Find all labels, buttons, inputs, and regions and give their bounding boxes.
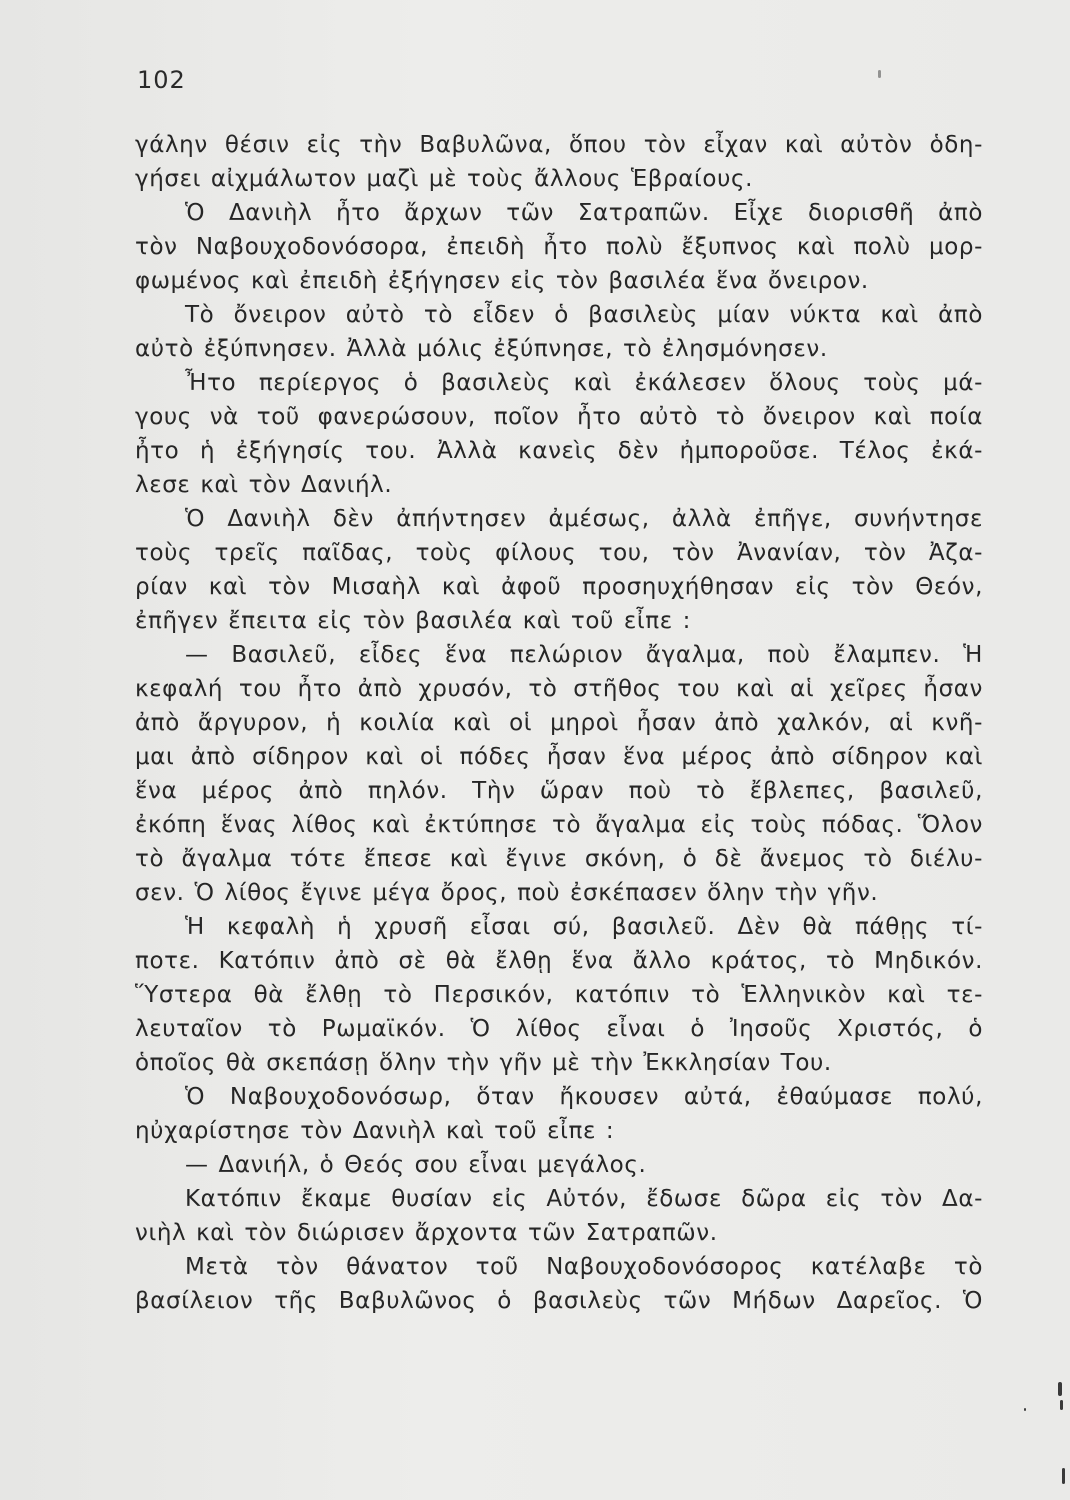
text-line: βασίλειον τῆς Βαβυλῶνος ὁ βασιλεὺς τῶν Μήδων Δαρεῖος. Ὁ <box>135 1288 983 1314</box>
text-line: Τὸ ὄνειρον αὐτὸ τὸ εἶδεν ὁ βασιλεὺς μίαν νύκτα καὶ ἀπὸ <box>185 302 983 328</box>
text-line: τὸ ἄγαλμα τότε ἔπεσε καὶ ἔγινε σκόνη, ὁ δὲ ἄνεμος τὸ διέλυ- <box>135 846 983 872</box>
text-line: τὸν Ναβουχοδονόσορα, ἐπειδὴ ἦτο πολὺ ἔξυπνος καὶ πολὺ μορ- <box>135 234 983 260</box>
text-line: Ἡ κεφαλὴ ἡ χρυσῆ εἶσαι σύ, βασιλεῦ. Δὲν θὰ πάθῃς τί- <box>185 914 983 940</box>
text-line: ἐκόπη ἕνας λίθος καὶ ἐκτύπησε τὸ ἄγαλμα εἰς τοὺς πόδας. Ὅλον <box>135 812 983 838</box>
text-line: Κατόπιν ἔκαμε θυσίαν εἰς Αὐτόν, ἔδωσε δῶρα εἰς τὸν Δα- <box>185 1186 983 1212</box>
text-line: μαι ἀπὸ σίδηρον καὶ οἱ πόδες ἦσαν ἕνα μέρος ἀπὸ σίδηρον καὶ <box>135 744 983 770</box>
scan-speck <box>1062 1468 1065 1484</box>
text-line: Ἦτο περίεργος ὁ βασιλεὺς καὶ ἐκάλεσεν ὅλους τοὺς μά- <box>185 370 983 396</box>
text-line: Ὁ Ναβουχοδονόσωρ, ὅταν ἤκουσεν αὐτά, ἐθαύμασε πολύ, <box>185 1084 983 1110</box>
text-line: γήσει αἰχμάλωτον μαζὶ μὲ τοὺς ἄλλους Ἑβραίους. <box>135 166 754 192</box>
text-line: — Δανιήλ, ὁ Θεός σου εἶναι μεγάλος. <box>185 1152 647 1178</box>
text-line: ἕνα μέρος ἀπὸ πηλόν. Τὴν ὥραν ποὺ τὸ ἔβλεπες, βασιλεῦ, <box>135 778 983 804</box>
text-line: σεν. Ὁ λίθος ἔγινε μέγα ὄρος, ποὺ ἐσκέπασεν ὅλην τὴν γῆν. <box>135 880 879 906</box>
scan-speck <box>878 70 881 78</box>
text-line: ηὐχαρίστησε τὸν Δανιὴλ καὶ τοῦ εἶπε : <box>135 1118 615 1144</box>
text-line: Ὁ Δανιὴλ ἦτο ἄρχων τῶν Σατραπῶν. Εἶχε διορισθῆ ἀπὸ <box>185 200 983 226</box>
text-line: ἀπὸ ἄργυρον, ἡ κοιλία καὶ οἱ μηροὶ ἦσαν ἀπὸ χαλκόν, αἱ κνῆ- <box>135 710 983 736</box>
text-line: τοὺς τρεῖς παῖδας, τοὺς φίλους του, τὸν Ἀνανίαν, τὸν Ἀζα- <box>135 540 983 566</box>
scan-speck <box>1024 1408 1026 1411</box>
text-line: λεσε καὶ τὸν Δανιήλ. <box>135 472 393 498</box>
text-line: — Βασιλεῦ, εἶδες ἕνα πελώριον ἄγαλμα, ποὺ ἔλαμπεν. Ἡ <box>185 642 983 668</box>
text-line: Ὁ Δανιὴλ δὲν ἀπήντησεν ἀμέσως, ἀλλὰ ἐπῆγε, συνήντησε <box>185 506 983 532</box>
text-line: ρίαν καὶ τὸν Μισαὴλ καὶ ἀφοῦ προσηυχήθησαν εἰς τὸν Θεόν, <box>135 574 983 600</box>
page-number: 102 <box>137 66 186 94</box>
text-line: ποτε. Κατόπιν ἀπὸ σὲ θὰ ἔλθῃ ἕνα ἄλλο κράτος, τὸ Μηδικόν. <box>135 948 983 974</box>
text-line: λευταῖον τὸ Ρωμαϊκόν. Ὁ λίθος εἶναι ὁ Ἰησοῦς Χριστός, ὁ <box>135 1016 983 1042</box>
text-line: γους νὰ τοῦ φανερώσουν, ποῖον ἦτο αὐτὸ τὸ ὄνειρον καὶ ποία <box>135 404 983 430</box>
text-line: ὁποῖος θὰ σκεπάσῃ ὅλην τὴν γῆν μὲ τὴν Ἐκκλησίαν Του. <box>135 1050 832 1076</box>
text-line: γάλην θέσιν εἰς τὴν Βαβυλῶνα, ὅπου τὸν εἶχαν καὶ αὐτὸν ὁδη- <box>135 132 983 158</box>
text-line: νιὴλ καὶ τὸν διώρισεν ἄρχοντα τῶν Σατραπῶν. <box>135 1220 718 1246</box>
scan-speck <box>1058 1382 1062 1396</box>
text-line: αὐτὸ ἐξύπνησεν. Ἀλλὰ μόλις ἐξύπνησε, τὸ ἐλησμόνησεν. <box>135 336 828 362</box>
text-line: κεφαλή του ἦτο ἀπὸ χρυσόν, τὸ στῆθος του καὶ αἱ χεῖρες ἦσαν <box>135 676 983 702</box>
text-line: ἐπῆγεν ἔπειτα εἰς τὸν βασιλέα καὶ τοῦ εἶπε : <box>135 608 691 634</box>
text-line: Μετὰ τὸν θάνατον τοῦ Ναβουχοδονόσορος κατέλαβε τὸ <box>185 1254 983 1280</box>
text-line: φωμένος καὶ ἐπειδὴ ἐξήγησεν εἰς τὸν βασιλέα ἕνα ὄνειρον. <box>135 268 869 294</box>
text-line: ἦτο ἡ ἐξήγησίς του. Ἀλλὰ κανεὶς δὲν ἠμποροῦσε. Τέλος ἐκά- <box>135 438 983 464</box>
body-text <box>135 128 983 1318</box>
scan-speck <box>1060 1400 1063 1410</box>
text-line: Ὕστερα θὰ ἔλθῃ τὸ Περσικόν, κατόπιν τὸ Ἑλληνικὸν καὶ τε- <box>135 982 983 1008</box>
